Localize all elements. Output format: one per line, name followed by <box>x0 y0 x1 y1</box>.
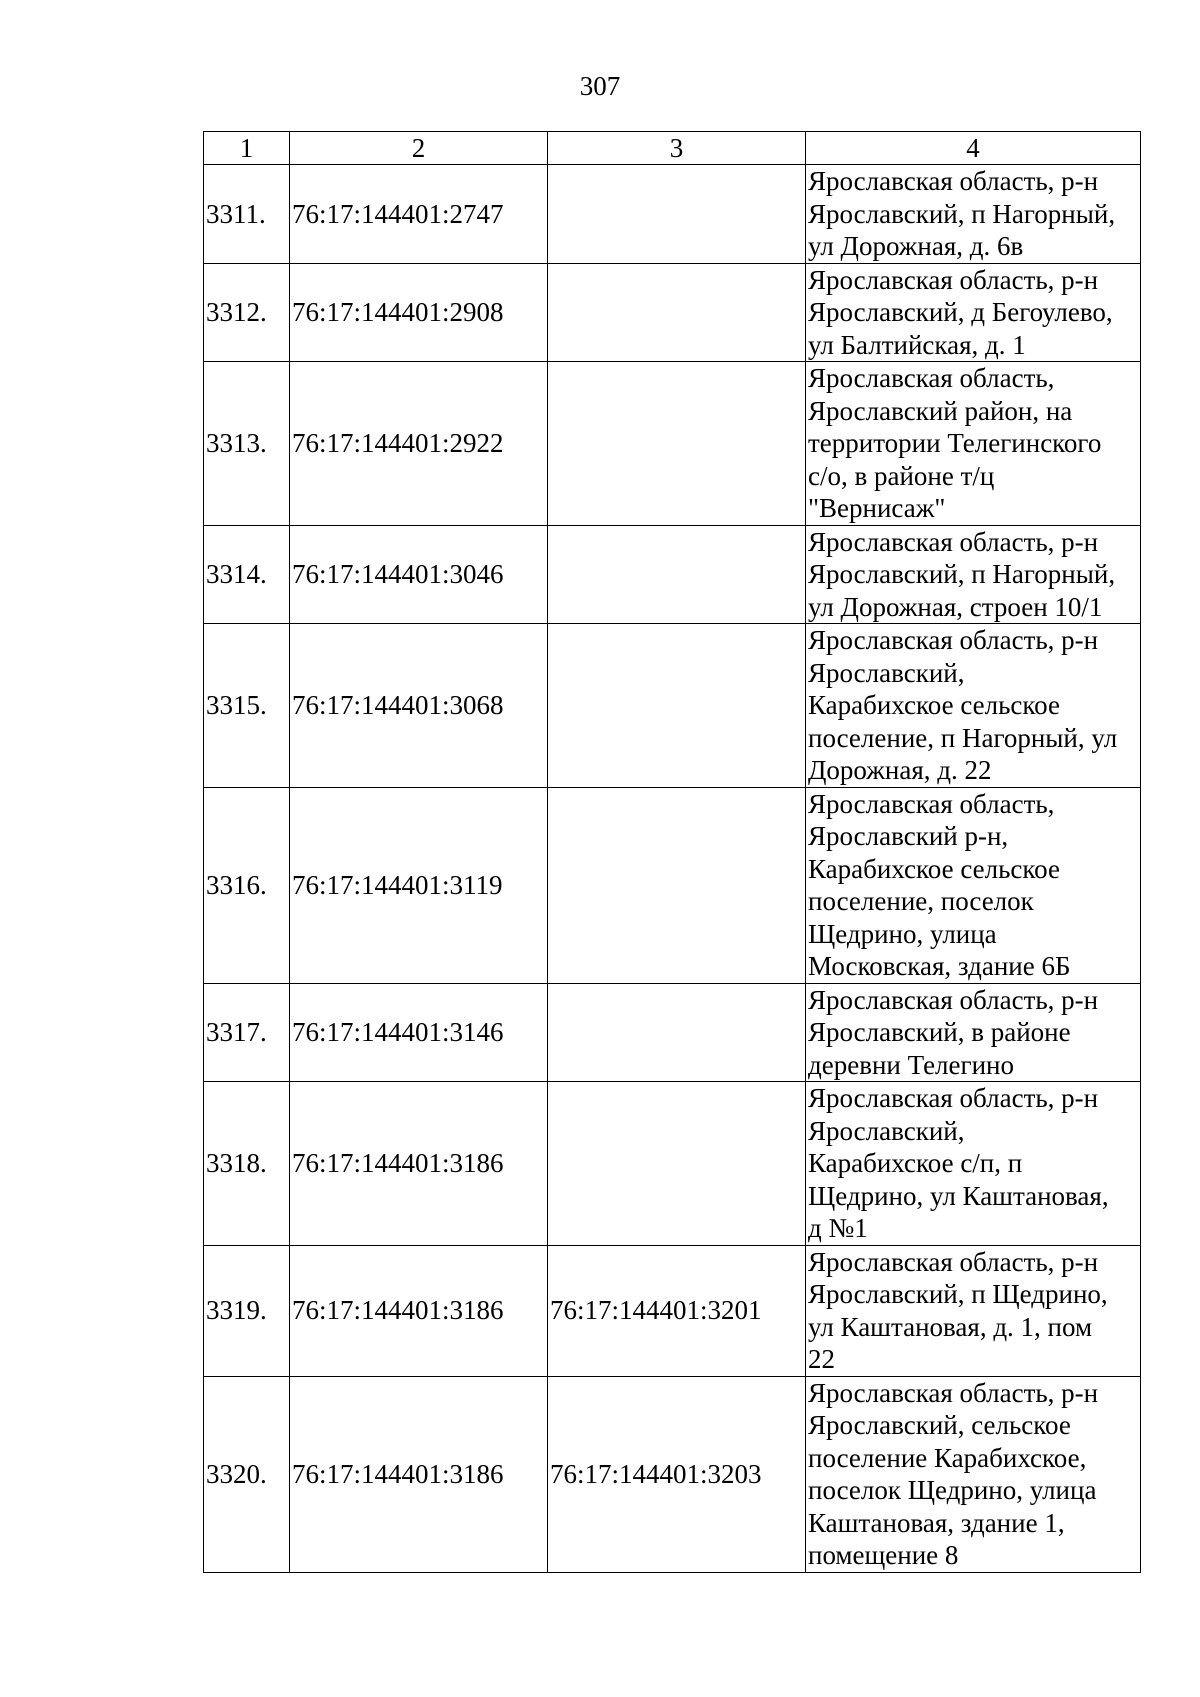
address-line: Карабихское с/п, п <box>808 1148 1023 1178</box>
address-line: д №1 <box>808 1213 868 1243</box>
cadastral-number-cell: 76:17:144401:3186 <box>290 1376 548 1572</box>
row-number-cell: 3318. <box>204 1082 290 1246</box>
address-cell <box>806 362 1141 526</box>
related-cadastral-number-cell: 76:17:144401:3201 <box>548 1245 806 1376</box>
address-cell <box>806 787 1141 983</box>
address-cell <box>806 165 1141 264</box>
table-row <box>204 983 1141 1082</box>
address-line: Щедрино, улица <box>808 918 997 949</box>
row-number-cell: 3313. <box>204 362 290 526</box>
address-line: Ярославский р-н, <box>808 821 1009 851</box>
address-line: ул Балтийская, д. 1 <box>808 329 1026 360</box>
address-line: поселение, поселок <box>808 886 1034 916</box>
address-line: Карабихское сельское <box>808 853 1060 884</box>
cadastral-number-cell: 76:17:144401:2922 <box>290 362 548 526</box>
address-line: Щедрино, ул Каштановая, <box>808 1180 1109 1211</box>
cadastral-number-cell: 76:17:144401:3068 <box>290 624 548 788</box>
cadastral-number-cell: 76:17:144401:3186 <box>290 1082 548 1246</box>
table-row <box>204 525 1141 624</box>
related-cadastral-number-cell <box>548 165 806 264</box>
address-line: Ярославская область, р-н <box>808 264 1099 295</box>
table-row <box>204 1082 1141 1246</box>
table-row <box>204 165 1141 264</box>
address-line: "Вернисаж" <box>808 493 946 523</box>
address-line: 22 <box>808 1344 835 1374</box>
cadastral-number-cell: 76:17:144401:3146 <box>290 983 548 1082</box>
address-line: Ярославский, п Щедрино, <box>808 1279 1108 1309</box>
address-line: Ярославский, п Нагорный, <box>808 559 1116 589</box>
address-line: поселение Карабихское, <box>808 1442 1087 1473</box>
address-line: Ярославский, <box>808 1115 965 1146</box>
address-line: Ярославская область, р-н <box>808 1246 1099 1277</box>
address-line: территории Телегинского <box>808 428 1102 458</box>
address-line: с/о, в районе т/ц <box>808 460 995 491</box>
cadastral-number-cell: 76:17:144401:2908 <box>290 263 548 362</box>
table-row <box>204 1245 1141 1376</box>
address-cell <box>806 624 1141 788</box>
related-cadastral-number-cell <box>548 1082 806 1246</box>
related-cadastral-number-cell <box>548 263 806 362</box>
address-line: Ярославский, д Бегоулево, <box>808 297 1113 327</box>
registry-table <box>203 131 1141 1573</box>
row-number-cell: 3316. <box>204 787 290 983</box>
related-cadastral-number-cell <box>548 624 806 788</box>
address-line: Московская, здание 6Б <box>808 951 1071 981</box>
address-line: Ярославская область, р-н <box>808 1377 1099 1408</box>
address-line: Ярославский, в районе <box>808 1017 1071 1047</box>
header-col-4: 4 <box>806 132 1141 165</box>
address-line: Каштановая, здание 1, <box>808 1507 1065 1538</box>
table-row <box>204 624 1141 788</box>
row-number-cell: 3317. <box>204 983 290 1082</box>
address-line: Ярославская область, <box>808 363 1055 393</box>
address-cell <box>806 983 1141 1082</box>
related-cadastral-number-cell <box>548 362 806 526</box>
address-line: ул Дорожная, строен 10/1 <box>808 591 1103 622</box>
related-cadastral-number-cell: 76:17:144401:3203 <box>548 1376 806 1572</box>
address-line: ул Каштановая, д. 1, пом <box>808 1311 1093 1342</box>
address-line: помещение 8 <box>808 1540 959 1570</box>
header-row <box>204 132 1141 165</box>
address-line: Ярославский, <box>808 657 965 688</box>
address-cell <box>806 1082 1141 1246</box>
address-line: Ярославский район, на <box>808 395 1073 426</box>
row-number-cell: 3314. <box>204 525 290 624</box>
address-line: Ярославская область, р-н <box>808 625 1099 655</box>
address-line: Ярославская область, р-н <box>808 984 1099 1015</box>
table-row <box>204 362 1141 526</box>
header-col-2: 2 <box>290 132 548 165</box>
address-line: Карабихское сельское <box>808 690 1060 720</box>
related-cadastral-number-cell <box>548 525 806 624</box>
row-number-cell: 3319. <box>204 1245 290 1376</box>
address-line: ул Дорожная, д. 6в <box>808 231 1024 261</box>
address-cell <box>806 1376 1141 1572</box>
address-line: Ярославская область, р-н <box>808 526 1099 557</box>
address-cell <box>806 1245 1141 1376</box>
row-number-cell: 3311. <box>204 165 290 264</box>
address-line: поселение, п Нагорный, ул <box>808 722 1118 753</box>
address-line: деревни Телегино <box>808 1049 1014 1080</box>
address-line: Ярославская область, <box>808 788 1055 819</box>
address-cell <box>806 263 1141 362</box>
related-cadastral-number-cell <box>548 983 806 1082</box>
address-line: Дорожная, д. 22 <box>808 755 992 785</box>
table-row <box>204 1376 1141 1572</box>
cadastral-number-cell: 76:17:144401:3119 <box>290 787 548 983</box>
address-cell <box>806 525 1141 624</box>
address-line: поселок Щедрино, улица <box>808 1475 1097 1505</box>
related-cadastral-number-cell <box>548 787 806 983</box>
address-line: Ярославский, сельское <box>808 1410 1071 1440</box>
cadastral-number-cell: 76:17:144401:3186 <box>290 1245 548 1376</box>
page-number: 307 <box>579 71 621 101</box>
table-row <box>204 263 1141 362</box>
row-number-cell: 3320. <box>204 1376 290 1572</box>
address-line: Ярославская область, р-н <box>808 1083 1099 1113</box>
header-col-3: 3 <box>548 132 806 165</box>
row-number-cell: 3315. <box>204 624 290 788</box>
header-col-1: 1 <box>204 132 290 165</box>
address-line: Ярославская область, р-н <box>808 166 1099 196</box>
row-number-cell: 3312. <box>204 263 290 362</box>
cadastral-number-cell: 76:17:144401:3046 <box>290 525 548 624</box>
address-line: Ярославский, п Нагорный, <box>808 198 1116 229</box>
cadastral-number-cell: 76:17:144401:2747 <box>290 165 548 264</box>
table-row <box>204 787 1141 983</box>
